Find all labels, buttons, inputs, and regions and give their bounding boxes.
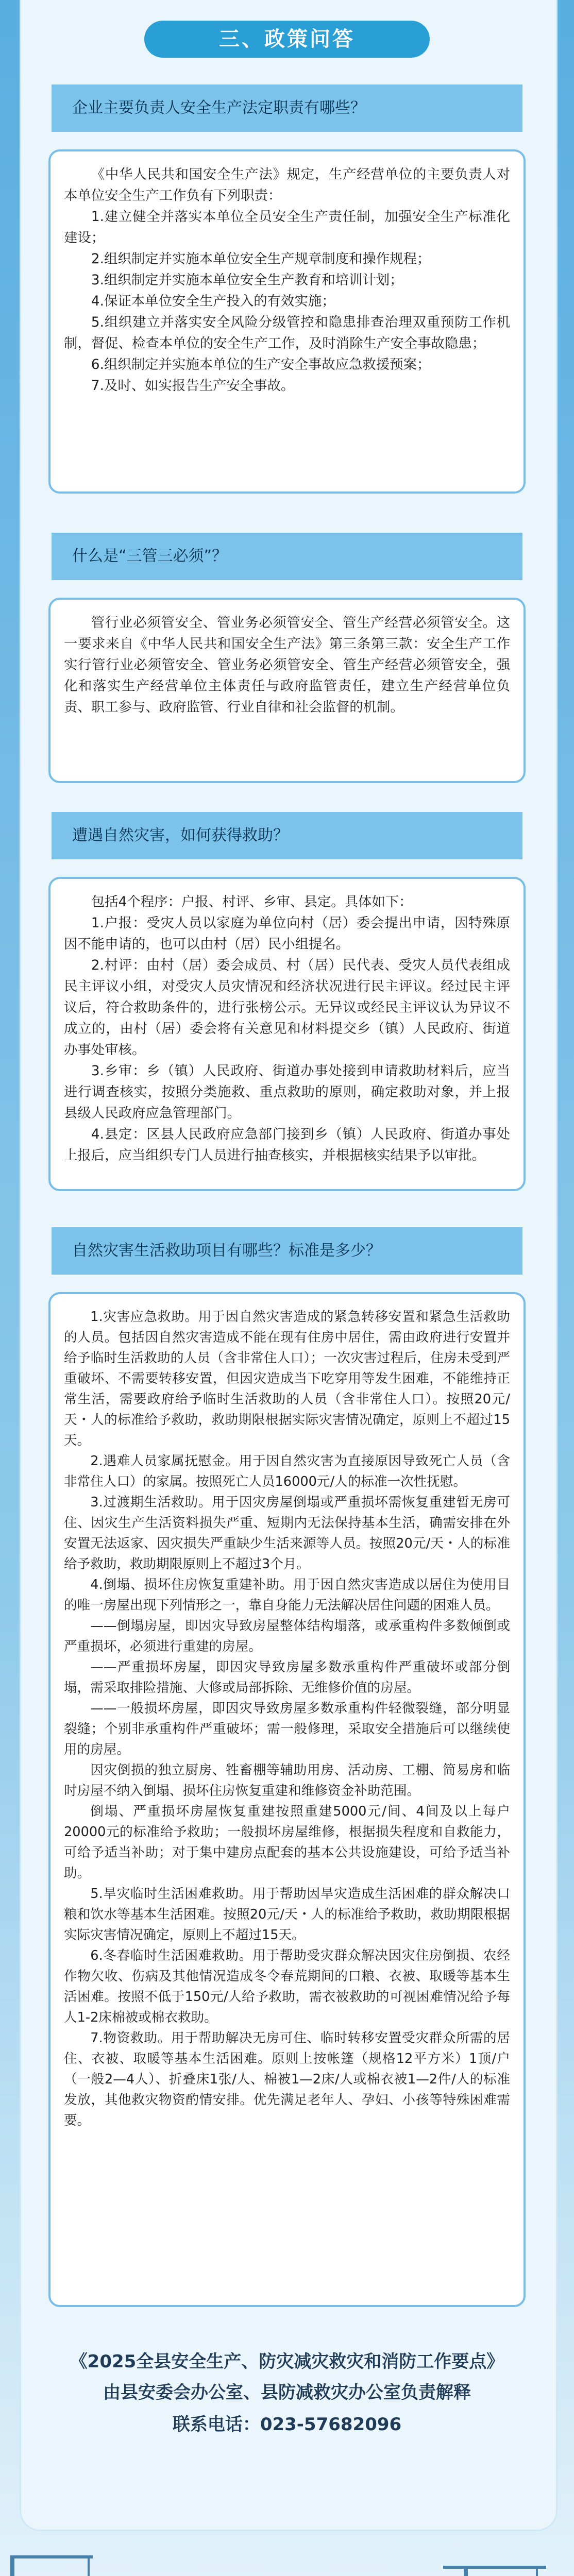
question-bar-1: 企业主要负责人安全生产法定职责有哪些？: [52, 84, 522, 132]
answer-paragraph: 《中华人民共和国安全生产法》规定，生产经营单位的主要负责人对本单位安全生产工作负有下列职责：: [64, 166, 510, 204]
answer-paragraph: ——倒塌房屋，即因灾导致房屋整体结构塌落，或承重构件多数倾倒或严重损坏，必须进行重建的房屋。: [64, 1618, 510, 1654]
construction-skyline-illustration: [0, 2524, 574, 2576]
answer-paragraph: 2.遇难人员家属抚慰金。用于因自然灾害为直接原因导致死亡人员（含非常住人口）的家属。按照死亡人员16000元/人的标准一次性抚慰。: [64, 1453, 510, 1489]
footer-interpreter: 由县安委会办公室、县防减救灾办公室负责解释: [103, 2382, 471, 2403]
answer-paragraph: 1.灾害应急救助。用于因自然灾害造成的紧急转移安置和紧急生活救助的人员。包括因自然灾害造成不能在现有住房中居住，需由政府进行安置并给予临时生活救助的人员（含非常住人口）；一次灾害过程后，住房未受到严重破坏、不需要转移安置，但因灾造成当下吃穿用等发生困难，不能维持正常生活，需要政府给予临时生活救助的人员（含非常住人口）。按照20元/天・人的标准给予救助，救助期限根据实际灾害情况确定，原则上不超过15天。: [64, 1309, 510, 1448]
answer-paragraph: 4.县定：区县人民政府应急部门接到乡（镇）人民政府、街道办事处上报后，应当组织专门人员进行抽查核实，并根据核实结果予以审批。: [64, 1126, 510, 1163]
answer-paragraph: 包括4个程序：户报、村评、乡审、县定。具体如下：: [91, 894, 413, 910]
answer-paragraph: 3.过渡期生活救助。用于因灾房屋倒塌或严重损坏需恢复重建暂无房可住、因灾生产生活资料损失严重、短期内无法保持基本生活，确需安排在外安置无法返家、因灾损失严重缺少生活来源等人员。按照20元/天・人的标准给予救助，救助期限原则上不超过3个月。: [64, 1495, 510, 1572]
answer-paragraph: ——严重损坏房屋，即因灾导致房屋多数承重构件严重破坏或部分倒塌，需采取排险措施、大修或局部拆除、无维修价值的房屋。: [64, 1659, 510, 1696]
answer-paragraph: 因灾倒损的独立厨房、牲畜棚等辅助用房、活动房、工棚、简易房和临时房屋不纳入倒塌、损坏住房恢复重建和维修资金补助范围。: [64, 1762, 510, 1799]
answer-paragraph: 2.村评：由村（居）委会成员、村（居）民代表、受灾人员代表组成民主评议小组，对受灾人员灾情况和经济状况进行民主评议。经过民主评议后，符合救助条件的，进行张榜公示。无异议或经民主评议认为异议不成立的，由村（居）委会将有关意见和材料提交乡（镇）人民政府、街道办事处审核。: [64, 957, 510, 1058]
answer-box-1: [48, 149, 526, 494]
answer-paragraph: 1.建立健全并落实本单位全员安全生产责任制，加强安全生产标准化建设；: [64, 209, 510, 246]
answer-paragraph: 7.及时、如实报告生产安全事故。: [91, 378, 295, 394]
answer-box-2: [48, 598, 526, 783]
answer-box-4: [48, 1292, 526, 2307]
answer-paragraph: 3.组织制定并实施本单位安全生产教育和培训计划；: [91, 272, 403, 288]
footer-document-title: 《2025全县安全生产、防灾减灾救灾和消防工作要点》: [70, 2351, 504, 2372]
answer-paragraph: 7.物资救助。用于帮助解决无房可住、临时转移安置受灾群众所需的居住、衣被、取暖等基本生活困难。原则上按帐篷（规格12平方米）1顶/户（一般2—4人）、折叠床1张/人、棉被1—2床/人或棉衣被1—2件/人的标准发放，其他救灾物资酌情安排。优先满足老年人、孕妇、小孩等特殊困难需要。: [64, 2030, 510, 2128]
answer-paragraph: 管行业必须管安全、管业务必须管安全、管生产经营必须管安全。这一要求来自《中华人民共和国安全生产法》第三条第三款：安全生产工作实行管行业必须管安全、管业务必须管安全、管生产经营必须管安全，强化和落实生产经营单位主体责任与政府监管责任，建立生产经营单位负责、职工参与、政府监管、行业自律和社会监督的机制。: [64, 615, 510, 715]
answer-paragraph: 3.乡审：乡（镇）人民政府、街道办事处接到申请救助材料后，应当进行调查核实，按照分类施救、重点救助的原则，确定救助对象，并上报县级人民政府应急管理部门。: [64, 1063, 510, 1121]
answer-paragraph: 4.倒塌、损坏住房恢复重建补助。用于因自然灾害造成以居住为使用目的唯一房屋出现下列情形之一，靠自身能力无法解决居住问题的困难人员。: [64, 1577, 510, 1613]
answer-paragraph: 5.组织建立并落实安全风险分级管控和隐患排查治理双重预防工作机制，督促、检查本单位的安全生产工作，及时消除生产安全事故隐患；: [64, 314, 510, 351]
answer-paragraph: 倒塌、严重损坏房屋恢复重建按照重建5000元/间、4间及以上每户20000元的标准给予救助；一般损坏房屋维修，根据损失程度和自救能力，可给予适当补助；对于集中建房点配套的基本公共设施建设，可给予适当补助。: [64, 1804, 510, 1881]
section-title: 三、政策问答: [144, 21, 430, 58]
footer-contact-phone: 联系电话：023-57682096: [172, 2414, 402, 2435]
question-bar-3: 遭遇自然灾害，如何获得救助？: [52, 812, 522, 859]
answer-paragraph: 4.保证本单位安全生产投入的有效实施；: [91, 293, 335, 309]
answer-paragraph: 2.组织制定并实施本单位安全生产规章制度和操作规程；: [91, 251, 431, 267]
answer-paragraph: 6.组织制定并实施本单位的生产安全事故应急救援预案；: [91, 357, 431, 372]
answer-paragraph: 1.户报：受灾人员以家庭为单位向村（居）委会提出申请，因特殊原因不能申请的，也可以由村（居）民小组提名。: [64, 915, 510, 952]
answer-paragraph: ——一般损坏房屋，即因灾导致房屋多数承重构件轻微裂缝，部分明显裂缝；个别非承重构件严重破坏；需一般修理，采取安全措施后可以继续使用的房屋。: [64, 1701, 510, 1757]
answer-paragraph: 6.冬春临时生活困难救助。用于帮助受灾群众解决因灾住房倒损、农经作物欠收、伤病及其他情况造成冬令春荒期间的口粮、衣被、取暖等基本生活困难。按照不低于150元/人给予救助，需衣被救助的可视困难情况给予每人1-2床棉被或棉衣救助。: [64, 1948, 510, 2025]
answer-paragraph: 5.旱灾临时生活困难救助。用于帮助因旱灾造成生活困难的群众解决口粮和饮水等基本生活困难。按照20元/天・人的标准给予救助，救助期限根据实际灾害情况确定，原则上不超过15天。: [64, 1886, 510, 1943]
answer-box-3: [48, 877, 526, 1191]
question-bar-4: 自然灾害生活救助项目有哪些？标准是多少？: [52, 1227, 522, 1275]
question-bar-2: 什么是“三管三必须”？: [52, 533, 522, 580]
